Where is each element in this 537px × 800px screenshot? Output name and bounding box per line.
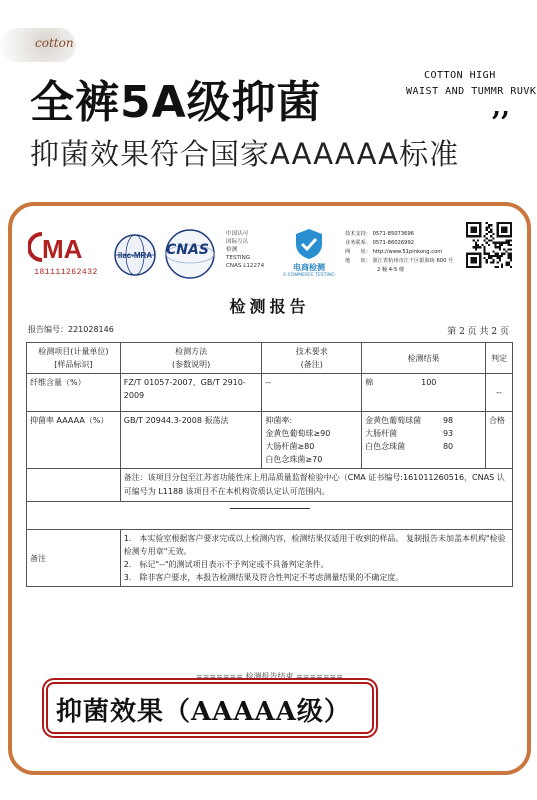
cotton-badge-text: cotton [35, 36, 74, 50]
cma-mark-icon [28, 230, 104, 264]
table-row-note [27, 469, 513, 502]
report-end-line: ======= 检测报告结束 ======= [196, 672, 343, 681]
cma-logo [28, 230, 104, 278]
table-row-spacer [27, 502, 513, 530]
cnas-info-line: CNAS L12274 [226, 263, 265, 269]
cnas-logo [162, 228, 218, 280]
remarks-content: 1. 本实验室根据客户要求完成以上检测内容，检测结果仅适用于收到的样品。 复制报告未加盖本机构"检验检测专用章"无效。 2. 标记"--"的测试项目表示不予判定或不具备判定条件。 3. 除非客户要求，本报告检测结果及符合性判定不考虑测量结果的不确定度。 [120, 530, 512, 587]
cnas-info-line: TESTING [226, 255, 251, 261]
col-header-item: 检测项目(计量单位) [样品标识] [27, 343, 121, 374]
cell-requirement: 抑菌率: 金黄色葡萄球≥90 大肠杆菌≥80 白色念珠菌≥70 [262, 412, 362, 469]
report-table [26, 342, 513, 587]
contact-line: 网 址： http://www.51pinkong.com [345, 249, 443, 255]
ilac-globe-icon [112, 232, 158, 278]
english-line-2: WAIST AND TUMMR RUVK [406, 86, 537, 97]
contact-line: 技术支持： 0571-85073696 [345, 231, 415, 237]
report-number-value: 221028146 [68, 325, 114, 334]
report-number-label: 报告编号： [28, 325, 68, 334]
report-frame [8, 202, 531, 775]
emphasis-text: 抑菌效果（AAAAA级） [56, 697, 351, 727]
cell-verdict: 合格 [486, 412, 513, 469]
col-header-verdict: 判定 [486, 343, 513, 374]
cotton-badge [0, 28, 76, 62]
page-subtitle: 抑菌效果符合国家AAAAAA标准 [30, 137, 460, 171]
shield-check-icon [294, 228, 324, 260]
cell-item: 抑菌率 AAAAA（%） [27, 412, 121, 469]
table-row [27, 374, 513, 412]
cell-requirement: -- [262, 374, 362, 412]
shield-subtitle: E-COMMERCE TESTING [283, 273, 335, 278]
logo-strip [26, 218, 513, 280]
ecommerce-testing-logo [278, 228, 340, 278]
cell-method: GB/T 20944.3-2008 振荡法 [120, 412, 262, 469]
table-row-remarks [27, 530, 513, 587]
page-info: 第 2 页 共 2 页 [447, 327, 509, 337]
cnas-info-line: 国际互认 [226, 239, 249, 245]
emphasis-box [46, 682, 374, 734]
report-title: 检测报告 [229, 297, 310, 316]
report-document [26, 218, 513, 727]
cell-result: 金黄色葡萄球菌 98 大肠杆菌 93 白色念珠菌 80 [362, 412, 486, 469]
cnas-text: CNAS [166, 242, 209, 258]
cnas-info [226, 230, 264, 270]
cell-method: FZ/T 01057-2007、GB/T 2910-2009 [120, 374, 262, 412]
qr-code-icon [466, 222, 512, 274]
page-title: 全裤5A级抑菌 [30, 77, 322, 128]
shield-title: 电商检测 [293, 263, 325, 272]
cell-verdict: -- [486, 374, 513, 412]
cma-number: 181111262432 [34, 268, 98, 277]
cell-result: 棉 100 [362, 374, 486, 412]
subcontract-note: 备注：该项目分包至江苏省功能性床上用品质量监督检验中心（CMA 证书编号:161011260516，CNAS 认可编号为 L1188 该项目不在本机构资质认定认可范围内。 [120, 469, 512, 502]
quote-mark: ,, [492, 92, 511, 122]
contact-info [345, 230, 453, 275]
col-header-requirement: 技术要求 (备注) [262, 343, 362, 374]
contact-line: 业务联系： 0571-86026992 [345, 240, 415, 246]
remarks-label: 备注 [27, 530, 121, 587]
english-line-1: COTTON HIGH [424, 70, 496, 81]
table-row [27, 412, 513, 469]
cnas-info-line: 检测 [226, 247, 238, 253]
report-number [28, 324, 114, 335]
col-header-method: 检测方法 (参数说明) [120, 343, 262, 374]
ilac-logo [112, 232, 158, 278]
ilac-text: ilac-MRA [117, 251, 153, 260]
cnas-info-line: 中国认可 [226, 231, 249, 237]
cell-item: 纤维含量（%） [27, 374, 121, 412]
table-header-row [27, 343, 513, 374]
cma-letters: MA [42, 234, 83, 264]
contact-line: 地 址： 浙江省杭州市江干区银海街 600 号 [345, 258, 454, 264]
contact-line: 2 幢 4-5 楼 [377, 267, 405, 273]
col-header-result: 检测结果 [362, 343, 486, 374]
